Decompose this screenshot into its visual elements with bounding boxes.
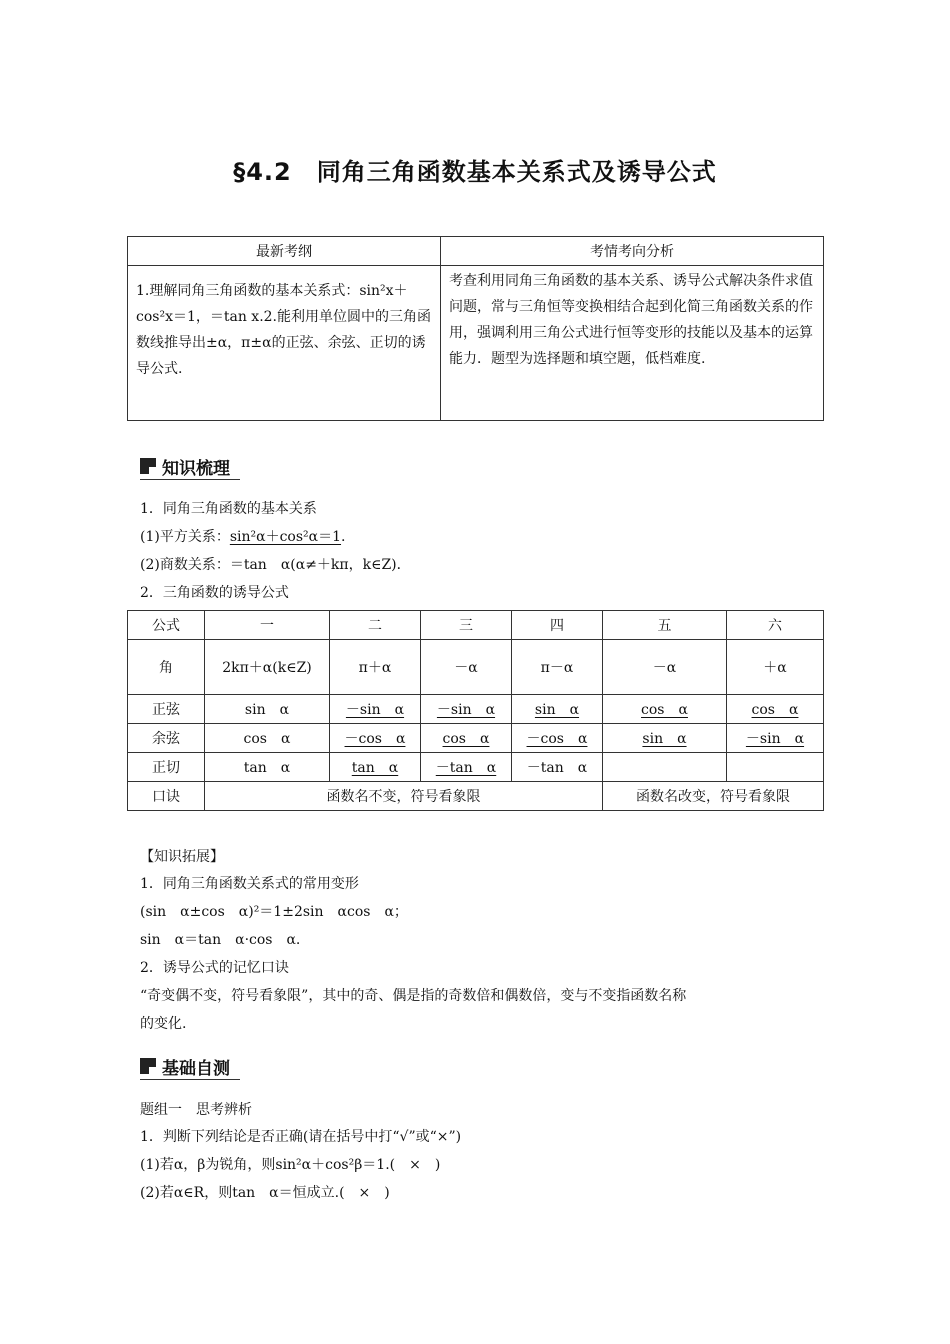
row-label-tan: 正切 xyxy=(128,753,205,782)
cos-cell: －sin α xyxy=(727,724,824,753)
rhyme-cell-unchanged: 函数名不变，符号看象限 xyxy=(205,782,603,811)
outline-header-left: 最新考纲 xyxy=(128,237,441,266)
header-cell: 三 xyxy=(421,611,512,640)
ext2a-line: “奇变偶不变，符号看象限”，其中的奇、偶是指的奇数倍和偶数倍，变与不变指函数名称 xyxy=(140,988,687,1004)
header-cell: 公式 xyxy=(128,611,205,640)
rhyme-cell-changed: 函数名改变，符号看象限 xyxy=(603,782,824,811)
square-icon xyxy=(140,458,156,474)
induction-formula-table xyxy=(127,610,824,811)
angle-cell: －α xyxy=(421,640,512,695)
ext-title: 【知识拓展】 xyxy=(140,849,224,865)
angle-cell: ＋α xyxy=(727,640,824,695)
row-label-cos: 余弦 xyxy=(128,724,205,753)
section-self-test xyxy=(140,1053,240,1080)
tan-cell: tan α xyxy=(205,753,330,782)
angle-cell: π－α xyxy=(512,640,603,695)
row-label-sin: 正弦 xyxy=(128,695,205,724)
outline-table xyxy=(127,236,824,421)
k1a-prefix: (1)平方关系： xyxy=(140,529,230,545)
ext1b-line: sin α＝tan α·cos α. xyxy=(140,932,301,948)
row-label-angle: 角 xyxy=(128,640,205,695)
ext2-heading: 2．诱导公式的记忆口诀 xyxy=(140,960,289,976)
outline-right-cell: 考查利用同角三角函数的基本关系、诱导公式解决条件求值问题，常与三角恒等变换相结合起到化简三角函数关系的作用，强调利用三角公式进行恒等变形的技能以及基本的运算能力．题型为选择题和填空题，低档难度. xyxy=(441,266,824,421)
sin-cell: sin α xyxy=(205,695,330,724)
cos-cell: cos α xyxy=(421,724,512,753)
sin-cell: cos α xyxy=(603,695,727,724)
k1b-line: (2)商数关系：＝tan α(α≠＋kπ，k∈Z)． xyxy=(140,557,411,573)
ext1-heading: 1．同角三角函数关系式的常用变形 xyxy=(140,876,359,892)
section-self-test-label: 基础自测 xyxy=(162,1058,230,1079)
tan-cell: －tan α xyxy=(421,753,512,782)
cos-cell: sin α xyxy=(603,724,727,753)
question-1: 1．判断下列结论是否正确(请在括号中打“√”或“×”) xyxy=(140,1129,462,1145)
sin-cell: －sin α xyxy=(421,695,512,724)
k1a-formula: sin²α＋cos²α＝1 xyxy=(229,529,342,545)
page-title: §4.2 同角三角函数基本关系式及诱导公式 xyxy=(233,158,717,186)
header-cell: 四 xyxy=(512,611,603,640)
header-cell: 二 xyxy=(330,611,421,640)
angle-cell: －α xyxy=(603,640,727,695)
cos-cell: －cos α xyxy=(512,724,603,753)
header-cell: 一 xyxy=(205,611,330,640)
angle-cell: π＋α xyxy=(330,640,421,695)
outline-left-cell: 1.理解同角三角函数的基本关系式：sin²x＋cos²x＝1，＝tan x.2.能利用单位圆中的三角函数线推导出±α，π±α的正弦、余弦、正切的诱导公式. xyxy=(128,266,441,421)
tan-cell xyxy=(727,753,824,782)
ext1a-line: (sin α±cos α)²＝1±2sin αcos α； xyxy=(140,904,408,920)
sin-cell: －sin α xyxy=(330,695,421,724)
header-cell: 五 xyxy=(603,611,727,640)
ext2b-line: 的变化. xyxy=(140,1016,187,1032)
section-knowledge-label: 知识梳理 xyxy=(162,458,230,479)
sin-cell: cos α xyxy=(727,695,824,724)
tan-cell: tan α xyxy=(330,753,421,782)
k2-heading: 2．三角函数的诱导公式 xyxy=(140,585,289,601)
question-1b: (2)若α∈R，则tan α＝恒成立.( × ) xyxy=(140,1185,390,1201)
k1a-line xyxy=(140,526,345,546)
tan-cell: －tan α xyxy=(512,753,603,782)
section-knowledge xyxy=(140,453,240,480)
k1a-suffix: . xyxy=(341,529,346,545)
outline-header-right: 考情考向分析 xyxy=(441,237,824,266)
group-heading: 题组一 思考辨析 xyxy=(140,1102,252,1118)
question-1a: (1)若α，β为锐角，则sin²α＋cos²β＝1.( × ) xyxy=(140,1157,441,1173)
sin-cell: sin α xyxy=(512,695,603,724)
cos-cell: －cos α xyxy=(330,724,421,753)
row-label-rhyme: 口诀 xyxy=(128,782,205,811)
header-cell: 六 xyxy=(727,611,824,640)
k1-heading: 1．同角三角函数的基本关系 xyxy=(140,501,317,517)
angle-cell: 2kπ＋α(k∈Z) xyxy=(205,640,330,695)
square-icon xyxy=(140,1058,156,1074)
tan-cell xyxy=(603,753,727,782)
cos-cell: cos α xyxy=(205,724,330,753)
